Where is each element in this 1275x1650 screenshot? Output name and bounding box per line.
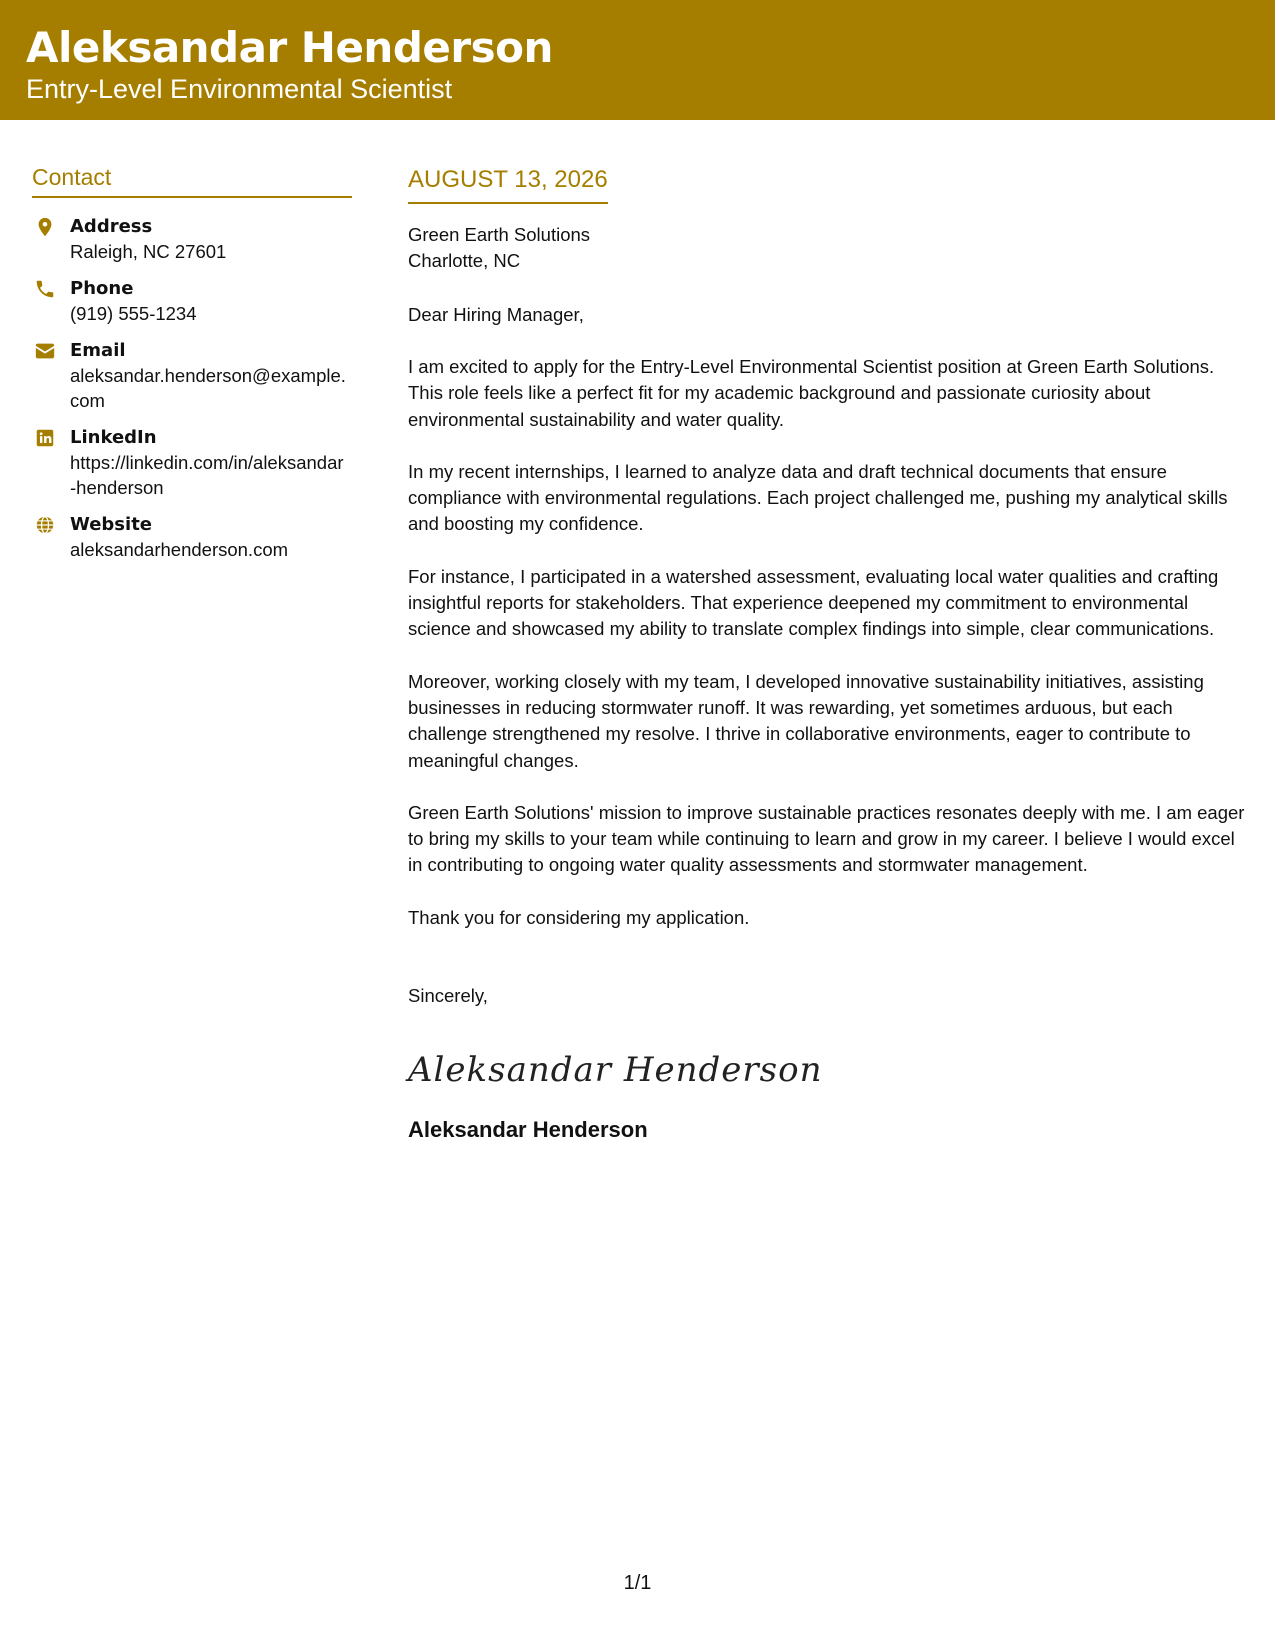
email-value[interactable]: aleksandar.henderson@example.com (70, 365, 346, 411)
contact-linkedin (32, 425, 352, 500)
letter-date: AUGUST 13, 2026 (408, 164, 608, 204)
address-label: Address (70, 216, 153, 237)
linkedin-label: LinkedIn (70, 427, 157, 448)
recipient-company: Green Earth Solutions (408, 224, 591, 245)
phone-value: (919) 555-1234 (70, 303, 197, 324)
header-banner (0, 0, 1275, 120)
envelope-icon (34, 340, 56, 362)
linkedin-icon (34, 427, 56, 449)
contact-address (32, 214, 352, 264)
paragraph: I am excited to apply for the Entry-Level Environmental Scientist position at Green Earth Solutions. This role feels like a perfect fit for my academic background and passionate curiosity about environmental sustainability and water quality. (408, 356, 1215, 430)
contact-sidebar (32, 162, 352, 574)
signer-name: Aleksandar Henderson (408, 1117, 648, 1143)
linkedin-value[interactable]: https://linkedin.com/in/aleksandar-henderson (70, 452, 344, 498)
email-label: Email (70, 340, 126, 361)
closing: Sincerely, (408, 985, 488, 1007)
globe-icon (34, 514, 56, 536)
handwritten-signature: Aleksandar Henderson (408, 1050, 823, 1091)
page-number: 1/1 (623, 1572, 652, 1594)
contact-email (32, 338, 352, 413)
recipient-block (408, 222, 1250, 274)
salutation: Dear Hiring Manager, (408, 304, 584, 325)
contact-phone (32, 276, 352, 326)
contact-website (32, 512, 352, 562)
website-value[interactable]: aleksandarhenderson.com (70, 539, 289, 560)
paragraph: Green Earth Solutions' mission to improve sustainable practices resonates deeply with me. I am eager to bring my skills to your team while continuing to learn and grow in my career. I believe I would excel in contributing to ongoing water quality assessments and stormwater management. (408, 801, 1245, 876)
phone-icon (34, 278, 56, 300)
paragraph: For instance, I participated in a watershed assessment, evaluating local water qualities and crafting insightful reports for stakeholders. That experience deepened my commitment to environmental science and showcased my ability to translate complex findings into simple, clear communications. (408, 565, 1219, 640)
letter-body (408, 164, 1250, 1145)
paragraph: In my recent internships, I learned to analyze data and draft technical documents that ensure compliance with environmental regulations. Each project challenged me, pushing my analytical skills and boosting my confidence. (408, 460, 1228, 535)
phone-label: Phone (70, 278, 134, 299)
applicant-name: Aleksandar Henderson (26, 23, 553, 72)
recipient-location: Charlotte, NC (408, 250, 521, 271)
applicant-role: Entry-Level Environmental Scientist (26, 74, 453, 104)
paragraph: Moreover, working closely with my team, I developed innovative sustainability initiatives, assisting businesses in reducing stormwater runoff. It was rewarding, yet sometimes arduous, but each challenge strengthened my resolve. I thrive in collaborative environments, eager to contribute to meaningful changes. (408, 670, 1204, 771)
website-label: Website (70, 514, 153, 535)
address-value: Raleigh, NC 27601 (70, 241, 227, 262)
contact-title: Contact (32, 162, 352, 198)
paragraph: Thank you for considering my application. (408, 906, 750, 928)
map-pin-icon (34, 216, 56, 238)
